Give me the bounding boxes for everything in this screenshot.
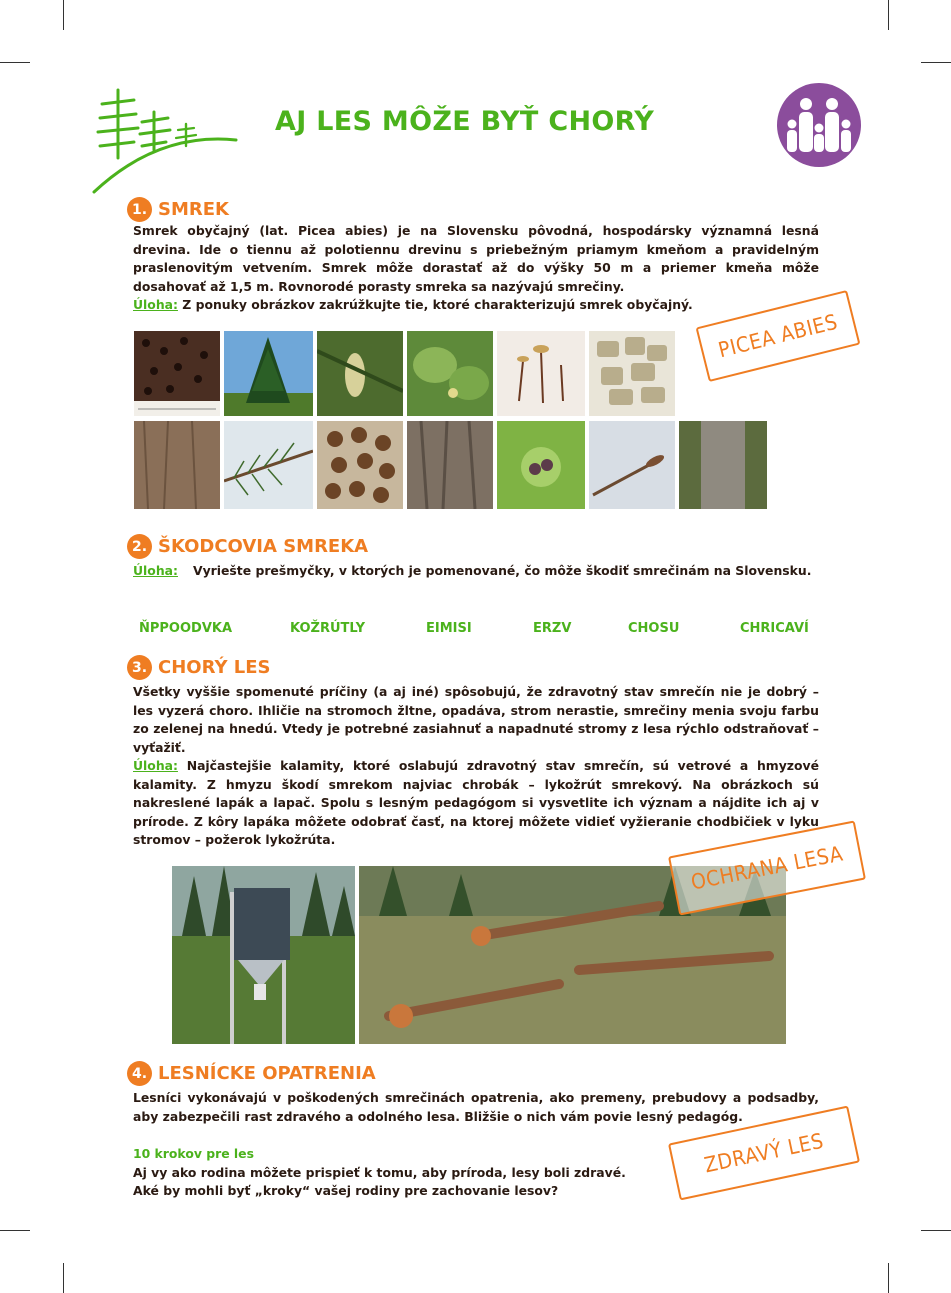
stamp-text: ZDRAVÝ LES [702,1128,826,1178]
family-icon [776,82,862,168]
section-number: 1. [127,197,152,222]
section-number: 4. [127,1061,152,1086]
task-label: Úloha: [133,297,178,312]
crop-mark [63,1263,64,1293]
photo-linden-leaves [407,331,493,416]
section-title: LESNÍCKE OPATRENIA [158,1063,376,1084]
photo-seedlings [497,331,585,416]
section-2-heading [127,534,368,559]
anagram-word: CHRICAVÍ [740,621,809,636]
task-text: Z ponuky obrázkov zakrúžkujte tie, ktoré charakterizujú smrek obyčajný. [177,297,693,312]
photo-beech-bud [589,421,675,509]
anagram-word: KOŽRÚTLY [290,621,366,636]
crop-mark [0,1230,30,1231]
section-4-text [133,1089,819,1126]
task-label: Úloha: [133,563,178,578]
photo-bark-pieces [589,331,675,416]
spruce-trees-logo [88,82,240,196]
section-number: 2. [127,534,152,559]
section-3-text [133,683,819,850]
crop-mark [921,62,951,63]
page-title: AJ LES MÔŽE BYŤ CHORÝ [275,106,655,137]
crop-mark [888,1263,889,1293]
section-3-heading [127,655,270,680]
line: Aké by mohli byť „kroky“ vašej rodiny pre zachovanie lesov? [133,1183,559,1198]
section-1-text [133,222,819,315]
photo-pine-needles [224,421,313,509]
stamp-text: OCHRANA LESA [688,841,846,895]
task-text: Vyriešte prešmyčky, v ktorých je pomenované, čo môže škodiť smrečinám na Slovensku. [193,563,812,578]
crop-mark [921,1230,951,1231]
photo-spruce-seeds [134,331,220,416]
subheading: 10 krokov pre les [133,1146,254,1161]
photo-spruce-bark [134,421,220,509]
stamp-text: PICEA ABIES [715,309,841,363]
section-title: SMREK [158,199,229,220]
section-4-heading [127,1061,376,1086]
crop-mark [63,0,64,30]
crop-mark [0,62,30,63]
anagram-word: CHOSU [628,621,680,636]
paragraph: Všetky vyššie spomenuté príčiny (a aj iné) spôsobujú, že zdravotný stav smrečín nie je dobrý – les vyzerá choro. Ihličie na stromoch žltne, opadáva, strom nerastie, smrečiny menia svoju farbu zo zelenej na hnedú. Vtedy je potrebné zasiahnuť a napadnuté stromy z lesa rýchlo odstraňovať – vyťažiť. [133,684,819,755]
section-number: 3. [127,655,152,680]
section-title: ŠKODCOVIA SMREKA [158,536,369,557]
section-1-heading [127,197,229,222]
paragraph: Smrek obyčajný (lat. Picea abies) je na Slovensku pôvodná, hospodársky významná lesná drevina. Ide o tiennu až polotiennu drevinu s priebežným priamym kmeňom a pravidelným praslenovitým vetvením. Smrek môže dorastať až do výšky 50 m a priemer kmeňa môže dosahovať až 1,5 m. Rovnorodé porasty smreka sa nazývajú smrečiny. [133,223,819,294]
paragraph: Lesníci vykonávajú v poškodených smrečinách opatrenia, ako premeny, prebudovy a podsadby, aby zabezpečili rast zdravého a odolného lesa. Bližšie o nich vám povie lesný pedagóg. [133,1090,819,1124]
photo-bark-beetle-trap [172,866,355,1044]
photo-beech-trunk [679,421,767,509]
photo-spruce-tree [224,331,313,416]
task-label: Úloha: [133,758,178,773]
task-text: Najčastejšie kalamity, ktoré oslabujú zdravotný stav smrečín, sú vetrové a hmyzové kalamity. Z hmyzu škodí smrekom najviac chrobák – lykožrút smrekový. Na obrázkoch sú nakreslené lapák a lapač. Spolu s lesným pedagógom si vysvetlite ich význam a nájdite ich aj v prírode. Z kôry lapáka môžete odobrať časť, na ktorej môžete vidieť vyžieranie chodbičiek v lyku stromov – požerok lykožrúta. [133,758,819,847]
line: Aj vy ako rodina môžete prispieť k tomu, aby príroda, lesy boli zdravé. [133,1164,626,1180]
section-2-task [133,562,819,581]
anagram-word: ERZV [533,621,572,636]
anagram-word: EIMISI [426,621,472,636]
photo-spruce-cone-branch [317,331,403,416]
anagram-word: ŇPPOODVKA [139,621,233,636]
photo-larch-cones [497,421,585,509]
photo-oak-bark [407,421,493,509]
crop-mark [888,0,889,30]
photo-seeds-nuts [317,421,403,509]
section-title: CHORÝ LES [158,657,271,678]
